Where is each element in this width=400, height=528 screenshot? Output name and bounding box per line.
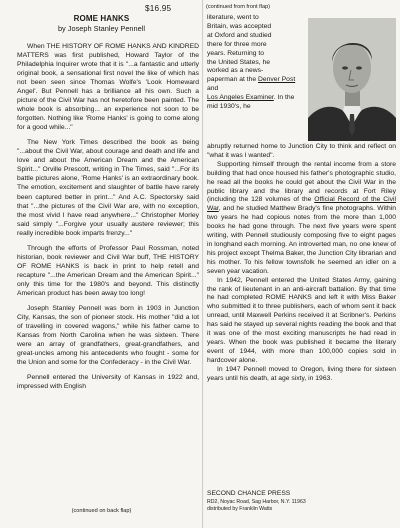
back-flap-text [207,143,396,383]
publisher-address: RD2, Noyac Road, Sag Harbor, N.Y. 11963 [207,499,306,505]
paragraph-university: Pennell entered the University of Kansas in 1922 and, impressed with English [17,374,199,391]
paragraph-back-in-print: Through the efforts of Professor Paul Rossman, noted historian, book reviewer and Civil War buff, THE HISTORY OF ROME HANKS is back in print to help retell and recapture "...the American Dream and the American Spirit..." only this time for the 1980's and beyond. This distinctly American product has been away too long! [17,244,199,297]
paragraph-army-publication: In 1942, Pennell entered the United States Army, gaining the rank of lieutenant in an anti-aircraft battalion. By that time he had completed ROME HANKS and left it with Miss Baker who submitted it to three publishers, each of whom sent it back unread, until Maxwell Perkins received it at Scribner's. Perkins has said he stayed up several nights reading the book and that it was one of the most exciting manuscripts he had read in years. When the book was published it became the literary event of 1944, with more than 100,000 copies sold in hardcover alone. [207,276,396,364]
publisher-name: SECOND CHANCE PRESS [207,490,291,497]
price: $16.95 [145,4,172,13]
author-portrait [308,18,396,141]
paragraph-research: Supporting himself through the rental income from a store building that had once housed his father's photographic studio, he read all the books he could get about the Civil War in the public library and the library and records at Fort Riley (including the 128 volumes of the Official Record of the Civil War, and he studied Matthew Brady's fine photographs. Within two years he had copious notes from the more than 1,000 books he had gone through. The next five years were spent writing, with Pennell studiously composing five to eight pages in longhand each morning. An introverted man, no one knew of his project except Thelma Baker, the Junction City librarian and his mother. To his fellow townsfolk he seemed an idler on a seven year vacation. [207,160,397,275]
back-flap-intro: literature, went to Britain, was accepted at Oxford and studied there for three more years. Returning to the United States, he worked as a news- paperman at the Denver Post and Los Angeles Examiner. In the mid 1930's, he [207,14,296,111]
paragraph-nyt-review: The New York Times described the book as being "...about the Civil War, about courage and death and life and love and about the American Dream and the American Spirit..." Orville Prescott, writing in The Times, said "...For its battle pictures alone, 'Rome Hanks' is an extraordinary book. The emotion, excitement and slaughter of battle have rarely been captured better in print..." And A.C. Spectorsky said that "...the pictures of the Civil War are, with no exception, the most vivid I have read anywhere..." Christopher Morley said simply "...Forgive your usually austere reviewer; this really incredible book imparts frenzy..." [17,139,199,237]
official-record-title: Official Record of the Civil War [207,196,397,213]
continued-on-back-note: (continued on back flap) [71,508,132,514]
la-examiner-title: Los Angeles Examiner [207,94,274,102]
front-flap-text [17,42,199,391]
author-byline: by Joseph Stanley Pennell [57,24,146,33]
paragraph-author-bio: Joseph Stanley Pennell was born in 1903 in Junction City, Kansas, the son of pioneer stock. His mother "did a lot of travelling in covered wagons," while his father came to Kansas from North Carolina when he was sixteen. There were an array of grandfathers, great-grandfathers, and great-uncles among his antecedents who fought - some for the Union and some for the Confederacy - in the Civil War. [17,304,199,367]
distributor-line: distributed by Franklin Watts [207,505,273,512]
publisher-address-block [207,499,306,512]
paragraph-first-published: When THE HISTORY OF ROME HANKS AND KINDRED MATTERS was first published, Howard Taylor of the Philadelphia Inquirer wrote that it is "...a fantastic and utterly original book, a sensational first novel the like of which has not been seen since Thomas Wolfe's 'Look Homeward Angel'. But Pennell has a brilliance all his own. Such a picture of the Civil War has not heretofore been painted. The whole book is absorbing... an experience not soon to be forgotten. Nothing like 'Rome Hanks' is going to come along for a good while..." [17,43,199,132]
paragraph-return-home: abruptly returned home to Junction City to think and reflect on "what it was I wanted". [207,143,396,159]
paragraph-oregon: In 1947 Pennell moved to Oregon, living there for sixteen years until his death, at age sixty, in 1963. [207,365,396,382]
book-title: ROME HANKS [73,14,130,23]
denver-post-title: Denver Post [258,76,296,84]
continued-from-front-note: (continued from front flap) [206,4,271,10]
